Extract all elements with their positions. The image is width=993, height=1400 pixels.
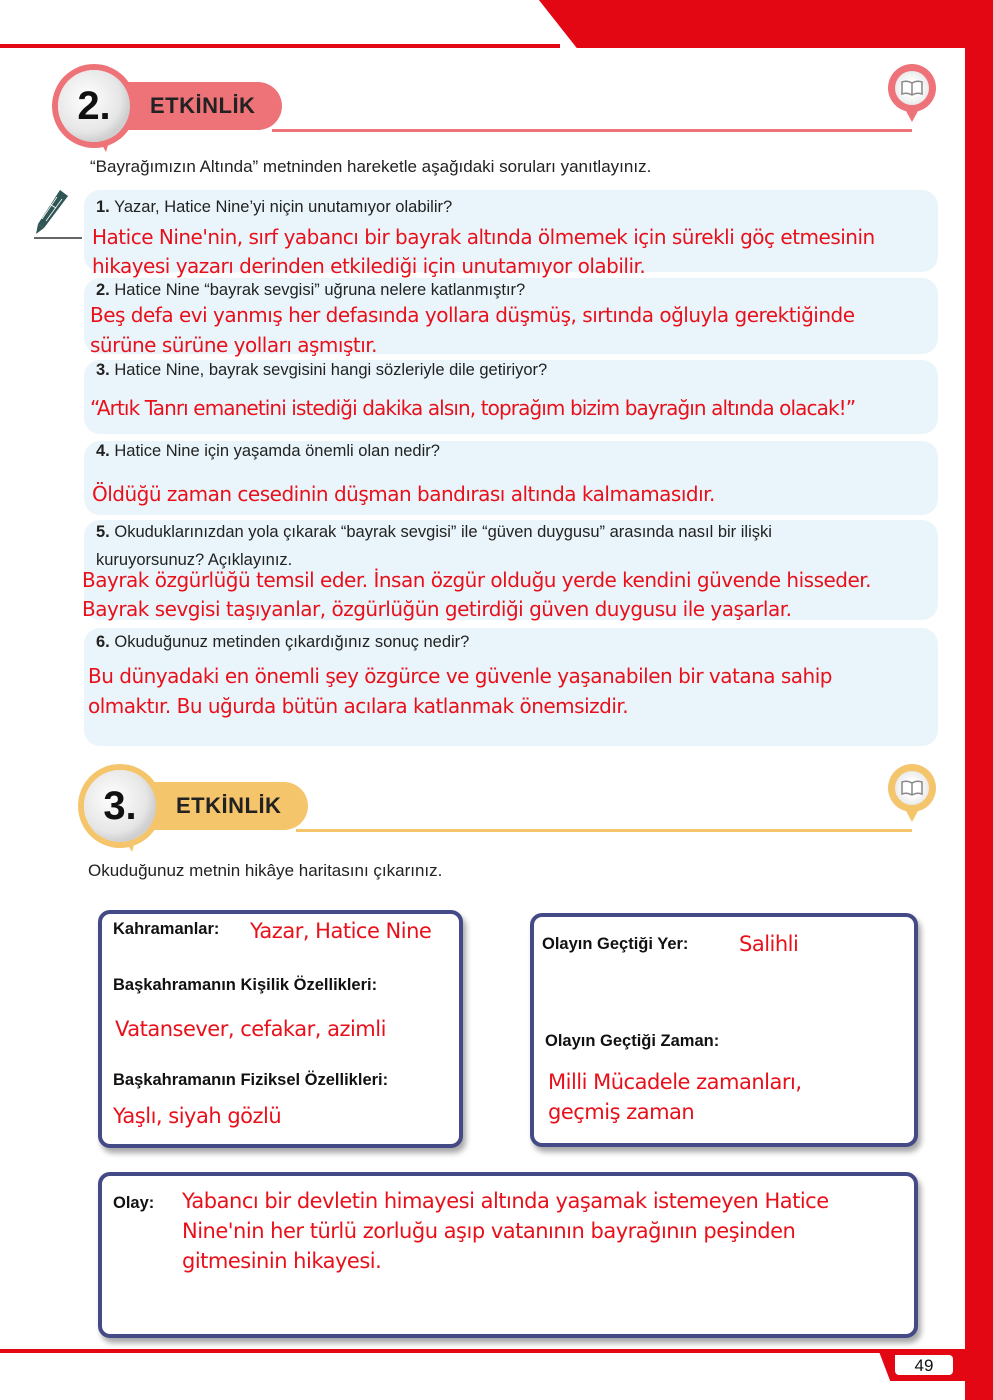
book-icon <box>884 764 940 834</box>
event-value-line-1[interactable]: Yabancı bir devletin himayesi altında yaşamak istemeyen Hatice <box>182 1189 829 1213</box>
answer-2-line-2[interactable]: sürüne sürüne yolları aşmıştır. <box>90 333 378 357</box>
activity-3-rule <box>296 829 912 832</box>
answer-6-line-1[interactable]: Bu dünyadaki en önemli şey özgürce ve güvenle yaşanabilen bir vatana sahip <box>88 664 832 688</box>
question-box-5 <box>84 520 938 620</box>
activity-3-title: ETKİNLİK <box>132 782 308 830</box>
answer-5-line-1[interactable]: Bayrak özgürlüğü temsil eder. İnsan özgür olduğu yerde kendini güvende hisseder. <box>82 568 872 592</box>
question-4: 4. Hatice Nine için yaşamda önemli olan nedir? <box>96 442 440 460</box>
time-label: Olayın Geçtiği Zaman: <box>545 1032 720 1050</box>
characters-card <box>98 910 463 1148</box>
activity-3-number: 3. <box>84 770 156 842</box>
bottom-red-rule <box>0 1349 965 1353</box>
page-number: 49 <box>895 1355 953 1375</box>
event-card <box>98 1172 918 1338</box>
answer-1-line-2[interactable]: hikayesi yazarı derinden etkilediği için unutamıyor olabilir. <box>92 254 646 278</box>
right-red-margin <box>965 0 993 1400</box>
setting-card <box>530 913 918 1147</box>
question-box-1 <box>84 190 938 278</box>
book-icon <box>884 64 940 134</box>
personality-label: Başkahramanın Kişilik Özellikleri: <box>113 976 378 994</box>
physical-value[interactable]: Yaşlı, siyah gözlü <box>113 1104 282 1128</box>
pencil-icon <box>30 188 84 244</box>
time-value-line-1[interactable]: Milli Mücadele zamanları, <box>548 1070 802 1094</box>
question-1: 1. Yazar, Hatice Nine’yi niçin unutamıyor olabilir? <box>96 198 453 216</box>
answer-3[interactable]: “Artık Tanrı emanetini istediği dakika alsın, toprağım bizim bayrağın altında olacak!” <box>90 396 856 420</box>
question-6: 6. Okuduğunuz metinden çıkardığınız sonuç nedir? <box>96 633 470 651</box>
top-red-rule <box>0 44 560 48</box>
place-label: Olayın Geçtiği Yer: <box>542 935 689 953</box>
question-box-2 <box>84 278 938 357</box>
event-value-line-2[interactable]: Nine'nin her türlü zorluğu aşıp vatanının bayrağının peşinden <box>182 1219 796 1243</box>
answer-2-line-1[interactable]: Beş defa evi yanmış her defasında yollara düşmüş, sırtında oğluyla gerektiğinde <box>90 303 855 327</box>
activity-2-title: ETKİNLİK <box>106 82 282 130</box>
question-2: 2. Hatice Nine “bayrak sevgisi” uğruna nelere katlanmıştır? <box>96 281 526 299</box>
place-value[interactable]: Salihli <box>739 932 799 956</box>
answer-1-line-1[interactable]: Hatice Nine'nin, sırf yabancı bir bayrak altında ölmemek için sürekli göç etmesinin <box>92 225 875 249</box>
time-value-line-2[interactable]: geçmiş zaman <box>548 1100 695 1124</box>
activity-2-rule <box>272 129 912 132</box>
activity-2-number: 2. <box>58 70 130 142</box>
event-label: Olay: <box>113 1194 155 1212</box>
answer-4[interactable]: Öldüğü zaman cesedinin düşman bandırası altında kalmamasıdır. <box>92 482 715 506</box>
answer-6-line-2[interactable]: olmaktır. Bu uğurda bütün acılara katlanmak önemsizdir. <box>88 694 629 718</box>
activity-2-header <box>58 70 298 150</box>
activity-2-instruction: “Bayrağımızın Altında” metninden hareketle aşağıdaki soruları yanıtlayınız. <box>90 157 652 176</box>
physical-label: Başkahramanın Fiziksel Özellikleri: <box>113 1071 389 1089</box>
question-box-4 <box>84 441 938 515</box>
question-box-3 <box>84 360 938 434</box>
answer-5-line-2[interactable]: Bayrak sevgisi taşıyanlar, özgürlüğün getirdiği güven duygusu ile yaşarlar. <box>82 597 792 621</box>
top-red-band <box>520 0 993 48</box>
activity-3-instruction: Okuduğunuz metnin hikâye haritasını çıkarınız. <box>88 861 443 880</box>
characters-value[interactable]: Yazar, Hatice Nine <box>250 919 432 943</box>
question-3: 3. Hatice Nine, bayrak sevgisini hangi sözleriyle dile getiriyor? <box>96 361 548 379</box>
question-box-6 <box>84 628 938 746</box>
activity-3-header <box>84 770 324 850</box>
personality-value[interactable]: Vatansever, cefakar, azimli <box>115 1017 386 1041</box>
question-5-line-2: kuruyorsunuz? Açıklayınız. <box>96 551 293 569</box>
event-value-line-3[interactable]: gitmesinin hikayesi. <box>182 1249 382 1273</box>
question-5: 5. Okuduklarınızdan yola çıkarak “bayrak sevgisi” ile “güven duygusu” arasında nasıl bir ilişki <box>96 523 772 541</box>
characters-label: Kahramanlar: <box>113 920 220 938</box>
